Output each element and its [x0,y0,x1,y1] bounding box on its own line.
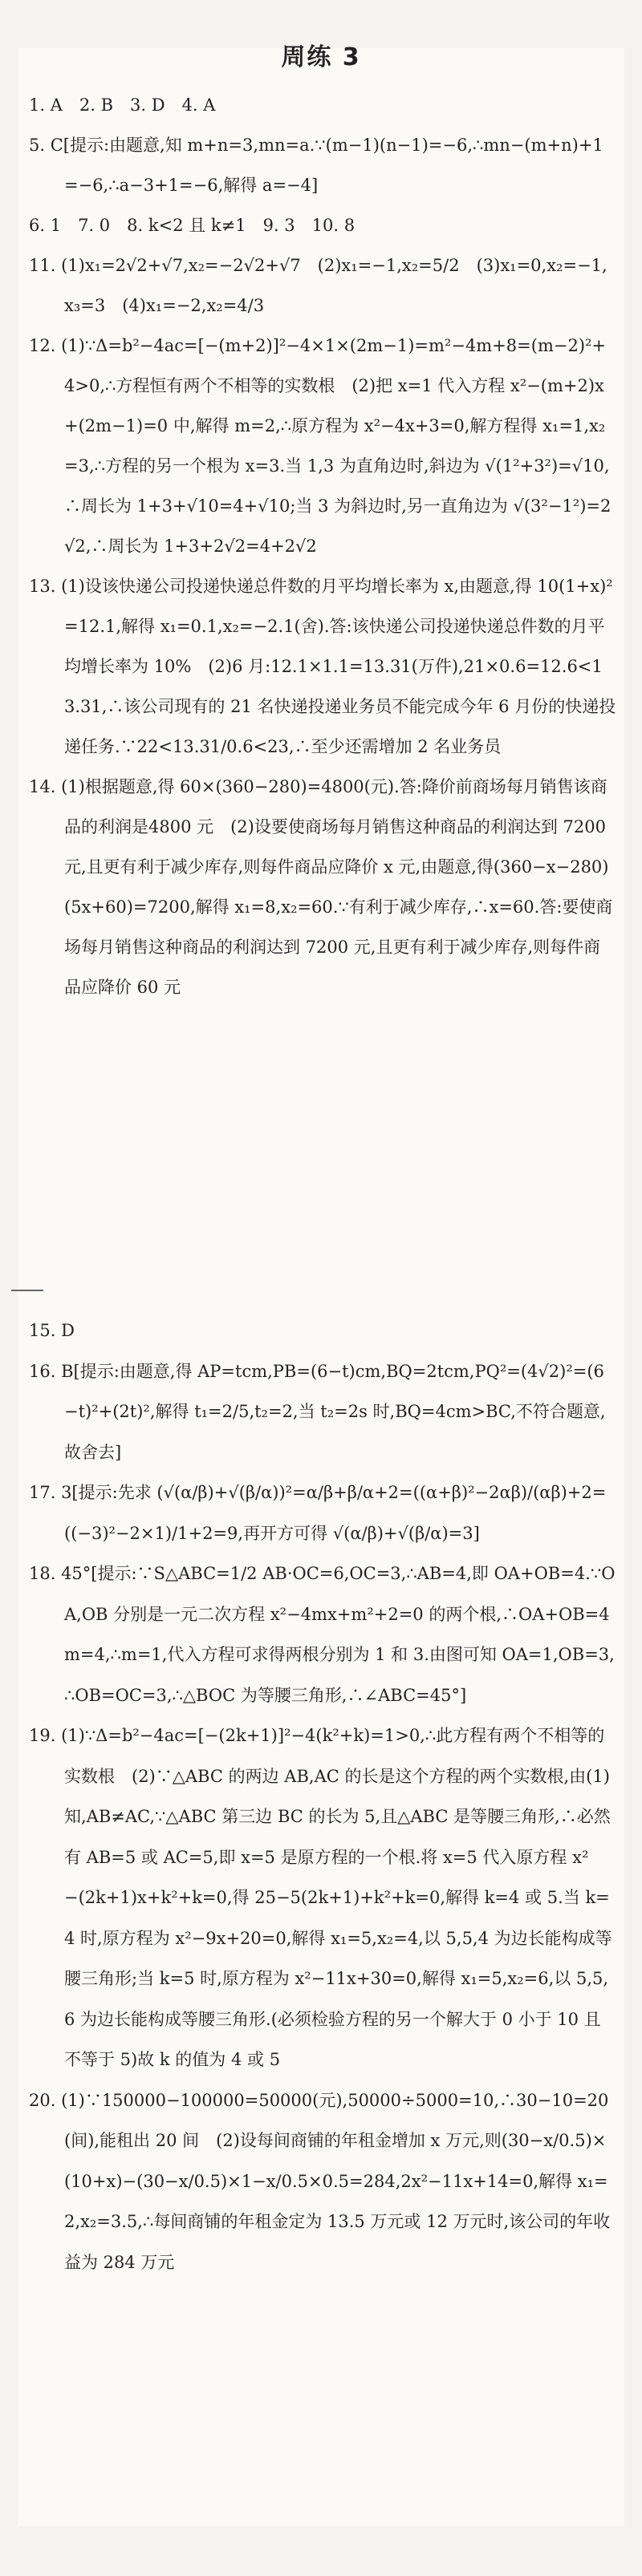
answer-item: 6. 1 7. 0 8. k<2 且 k≠1 9. 3 10. 8 [29,216,356,235]
page-title: 周练 3 [281,43,361,71]
answer-item: 1. A 2. B 3. D 4. A [29,95,216,115]
answer-item: 15. D [29,1321,75,1340]
answer-item: 13. (1)设该快递公司投递快递总件数的月平均增长率为 x,由题意,得 10(1+x)²=12.1,解得 x₁=0.1,x₂=−2.1(舍).答:该快递公司投递快递总件数的月平均增长率为 10% (2)6 月:12.1×1.1=13.31(万件),21×0.6=12.6<13.31,∴该公司现有的 21 名快递投递业务员不能完成今年 6 月份的快递投递任务.∵22<13.31/0.6<23,∴至少还需增加 2 名业务员 [29,577,616,756]
section-divider [11,1290,43,1291]
answer-item: 14. (1)根据题意,得 60×(360−280)=4800(元).答:降价前商场每月销售该商品的利润是4800 元 (2)设要使商场每月销售这种商品的利润达到 7200 元,且更有利于减少库存,则每件商品应降价 x 元,由题意,得(360−x−280)(5x+60)=7200,解得 x₁=8,x₂=60.∵有利于减少库存,∴x=60.答:要使商场每月销售这种商品的利润达到 7200 元,且更有利于减少库存,则每件商品应降价 60 元 [29,777,613,997]
answer-item: 16. B[提示:由题意,得 AP=tcm,PB=(6−t)cm,BQ=2tcm,PQ²=(4√2)²=(6−t)²+(2t)²,解得 t₁=2/5,t₂=2,当 t₂=2s 时,BQ=4cm>BC,不符合题意,故舍去] [29,1361,606,1462]
answer-item: 20. (1)∵150000−100000=50000(元),50000÷5000=10,∴30−10=20(间),能租出 20 间 (2)设每间商铺的年租金增加 x 万元,则(30−x/0.5)×(10+x)−(30−x/0.5)×1−x/0.5×0.5=284,2x²−11x+14=0,解得 x₁=2,x₂=3.5,∴每间商铺的年租金定为 13.5 万元或 12 万元时,该公司的年收益为 284 万元 [29,2090,611,2272]
answer-item: 19. (1)∵Δ=b²−4ac=[−(2k+1)]²−4(k²+k)=1>0,∴此方程有两个不相等的实数根 (2)∵△ABC 的两边 AB,AC 的长是这个方程的两个实数根,由(1)知,AB≠AC,∵△ABC 第三边 BC 的长为 5,且△ABC 是等腰三角形,∴必然有 AB=5 或 AC=5,即 x=5 是原方程的一个根.将 x=5 代入原方程 x²−(2k+1)x+k²+k=0,得 25−5(2k+1)+k²+k=0,解得 k=4 或 5.当 k=4 时,原方程为 x²−9x+20=0,解得 x₁=5,x₂=4,以 5,5,4 为边长能构成等腰三角形;当 k=5 时,原方程为 x²−11x+30=0,解得 x₁=5,x₂=6,以 5,5,6 为边长能构成等腰三角形.(必须检验方程的另一个解大于 0 小于 10 且不等于 5)故 k 的值为 4 或 5 [29,1726,612,2069]
answer-item: 5. C[提示:由题意,知 m+n=3,mn=a.∵(m−1)(n−1)=−6,∴mn−(m+n)+1=−6,∴a−3+1=−6,解得 a=−4] [29,136,603,195]
answers-part-1 [29,85,616,1007]
answer-item: 11. (1)x₁=2√2+√7,x₂=−2√2+√7 (2)x₁=−1,x₂=5/2 (3)x₁=0,x₂=−1,x₃=3 (4)x₁=−2,x₂=4/3 [29,256,607,315]
answer-item: 17. 3[提示:先求 (√(α/β)+√(β/α))²=α/β+β/α+2=((α+β)²−2αβ)/(αβ)+2=((−3)²−2×1)/1+2=9,再开方可得 √(α/β)+√(β/α)=3] [29,1483,607,1543]
answer-item: 12. (1)∵Δ=b²−4ac=[−(m+2)]²−4×1×(2m−1)=m²−4m+8=(m−2)²+4>0,∴方程恒有两个不相等的实数根 (2)把 x=1 代入方程 x²−(m+2)x+(2m−1)=0 中,解得 m=2,∴原方程为 x²−4x+3=0,解方程得 x₁=1,x₂=3,∴方程的另一个根为 x=3.当 1,3 为直角边时,斜边为 √(1²+3²)=√10,∴周长为 1+3+√10=4+√10;当 3 为斜边时,另一直角边为 √(3²−1²)=2√2,∴周长为 1+3+2√2=4+2√2 [29,336,612,556]
answer-item: 18. 45°[提示:∵S△ABC=1/2 AB·OC=6,OC=3,∴AB=4,即 OA+OB=4.∵OA,OB 分别是一元二次方程 x²−4mx+m²+2=0 的两个根,∴OA+OB=4m=4,∴m=1,代入方程可求得两根分别为 1 和 3.由图可知 OA=1,OB=3,∴OB=OC=3,∴△BOC 为等腰三角形,∴∠ABC=45°] [29,1564,616,1705]
answers-part-2 [29,1310,616,2282]
